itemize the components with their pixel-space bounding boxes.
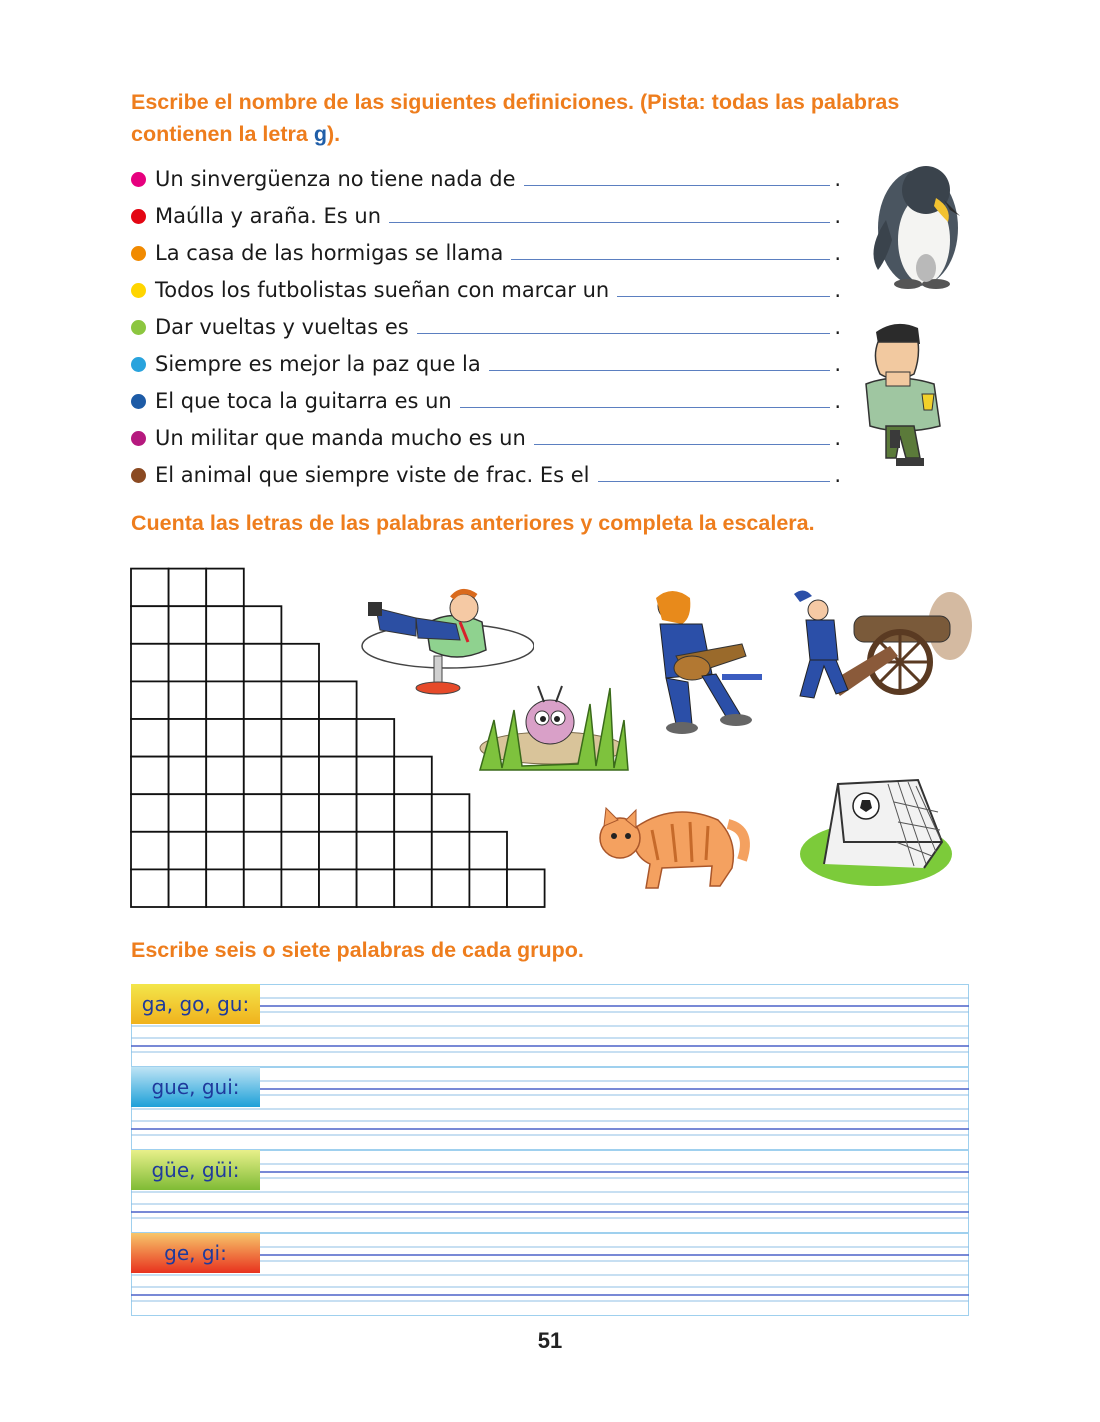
- instruction-staircase: Cuenta las letras de las palabras anteriores y completa la escalera.: [131, 511, 815, 535]
- line-end-period: .: [834, 426, 841, 450]
- answer-blank[interactable]: [511, 258, 830, 260]
- definition-item: [131, 341, 841, 378]
- staircase-cell[interactable]: [131, 644, 169, 682]
- staircase-cell[interactable]: [206, 832, 244, 870]
- group-label: gue, gui:: [151, 1075, 240, 1099]
- instruction-definitions: [131, 86, 991, 150]
- definition-item: [131, 193, 841, 230]
- staircase-cell[interactable]: [131, 794, 169, 832]
- staircase-cell[interactable]: [206, 569, 244, 607]
- staircase-cell[interactable]: [432, 869, 470, 907]
- staircase-cell[interactable]: [131, 681, 169, 719]
- staircase-cell[interactable]: [244, 644, 282, 682]
- staircase-cell[interactable]: [169, 569, 207, 607]
- group-label-tag: [131, 1150, 260, 1190]
- cannon-soldier-illustration: [790, 586, 976, 708]
- bullet-dot: [131, 357, 146, 372]
- definition-text: Dar vueltas y vueltas es: [155, 315, 409, 339]
- staircase-cell[interactable]: [507, 869, 545, 907]
- answer-blank[interactable]: [534, 443, 831, 445]
- definition-text: Todos los futbolistas sueñan con marcar un: [155, 278, 610, 302]
- staircase-cell[interactable]: [169, 794, 207, 832]
- group-label: güe, güi:: [151, 1158, 240, 1182]
- staircase-cell[interactable]: [281, 681, 319, 719]
- staircase-cell[interactable]: [206, 681, 244, 719]
- staircase-cell[interactable]: [357, 794, 395, 832]
- staircase-cell[interactable]: [244, 832, 282, 870]
- staircase-cell[interactable]: [244, 757, 282, 795]
- staircase-cell[interactable]: [319, 794, 357, 832]
- staircase-cell[interactable]: [131, 569, 169, 607]
- definition-item: [131, 415, 841, 452]
- bullet-dot: [131, 209, 146, 224]
- word-group: [131, 984, 969, 1067]
- staircase-cell[interactable]: [281, 794, 319, 832]
- staircase-cell[interactable]: [319, 681, 357, 719]
- staircase-cell[interactable]: [281, 757, 319, 795]
- answer-blank[interactable]: [489, 369, 831, 371]
- staircase-cell[interactable]: [244, 606, 282, 644]
- bullet-dot: [131, 246, 146, 261]
- staircase-cell[interactable]: [244, 681, 282, 719]
- staircase-cell[interactable]: [319, 869, 357, 907]
- group-label-tag: [131, 1067, 260, 1107]
- staircase-cell[interactable]: [206, 869, 244, 907]
- answer-blank[interactable]: [617, 295, 830, 297]
- definition-text: El que toca la guitarra es un: [155, 389, 452, 413]
- definition-item: [131, 304, 841, 341]
- bullet-dot: [131, 431, 146, 446]
- line-end-period: .: [834, 352, 841, 376]
- staircase-cell[interactable]: [281, 869, 319, 907]
- answer-blank[interactable]: [417, 332, 831, 334]
- staircase-cell[interactable]: [244, 869, 282, 907]
- bullet-dot: [131, 468, 146, 483]
- guitarist-illustration: [632, 584, 770, 742]
- definition-item: [131, 267, 841, 304]
- staircase-cell[interactable]: [131, 832, 169, 870]
- staircase-cell[interactable]: [169, 719, 207, 757]
- staircase-cell[interactable]: [169, 832, 207, 870]
- word-groups: [131, 984, 969, 1316]
- cat-illustration: [592, 790, 758, 896]
- bullet-dot: [131, 283, 146, 298]
- staircase-cell[interactable]: [357, 832, 395, 870]
- staircase-cell[interactable]: [281, 644, 319, 682]
- definition-item: [131, 156, 841, 193]
- word-group: [131, 1233, 969, 1316]
- group-label-tag: [131, 1233, 260, 1273]
- staircase-cell[interactable]: [131, 757, 169, 795]
- definition-text: La casa de las hormigas se llama: [155, 241, 504, 265]
- answer-blank[interactable]: [389, 221, 830, 223]
- staircase-cell[interactable]: [206, 606, 244, 644]
- definitions-list: [131, 156, 841, 489]
- definition-text: Maúlla y araña. Es un: [155, 204, 382, 228]
- staircase-cell[interactable]: [131, 869, 169, 907]
- staircase-cell[interactable]: [169, 606, 207, 644]
- line-end-period: .: [834, 167, 841, 191]
- definition-text: Un sinvergüenza no tiene nada de: [155, 167, 516, 191]
- bullet-dot: [131, 394, 146, 409]
- staircase-cell[interactable]: [357, 869, 395, 907]
- staircase-cell[interactable]: [206, 757, 244, 795]
- page-number: 51: [537, 1328, 563, 1353]
- staircase-cell[interactable]: [206, 719, 244, 757]
- instruction-letter-g: g: [313, 122, 327, 146]
- line-end-period: .: [834, 278, 841, 302]
- definition-text: Siempre es mejor la paz que la: [155, 352, 481, 376]
- instruction-word-groups: Escribe seis o siete palabras de cada grupo.: [131, 938, 584, 962]
- staircase-cell[interactable]: [432, 794, 470, 832]
- staircase-cell[interactable]: [206, 794, 244, 832]
- staircase-cell[interactable]: [432, 832, 470, 870]
- definition-item: [131, 452, 841, 489]
- soccer-goal-illustration: [798, 772, 954, 890]
- staircase-cell[interactable]: [357, 757, 395, 795]
- staircase-cell[interactable]: [169, 644, 207, 682]
- staircase-cell[interactable]: [281, 719, 319, 757]
- group-label: ge, gi:: [164, 1241, 227, 1265]
- definition-item: [131, 230, 841, 267]
- line-end-period: .: [834, 389, 841, 413]
- line-end-period: .: [834, 315, 841, 339]
- staircase-cell[interactable]: [244, 719, 282, 757]
- bullet-dot: [131, 320, 146, 335]
- staircase-cell[interactable]: [394, 757, 432, 795]
- line-end-period: .: [834, 463, 841, 487]
- staircase-cell[interactable]: [169, 681, 207, 719]
- staircase-cell[interactable]: [469, 832, 507, 870]
- answer-blank[interactable]: [598, 480, 831, 482]
- definition-text: El animal que siempre viste de frac. Es el: [155, 463, 590, 487]
- staircase-cell[interactable]: [394, 794, 432, 832]
- staircase-cell[interactable]: [469, 869, 507, 907]
- staircase-cell[interactable]: [319, 757, 357, 795]
- staircase-cell[interactable]: [169, 869, 207, 907]
- word-group: [131, 1150, 969, 1233]
- anthill-bug-illustration: [474, 680, 634, 774]
- group-label-tag: [131, 984, 260, 1024]
- military-man-illustration: [856, 318, 948, 474]
- instruction-text-2: ).: [326, 122, 341, 146]
- group-label: ga, go, gu:: [141, 992, 250, 1016]
- staircase-cell[interactable]: [131, 606, 169, 644]
- line-end-period: .: [834, 204, 841, 228]
- staircase-cell[interactable]: [394, 869, 432, 907]
- definition-item: [131, 378, 841, 415]
- staircase-cell[interactable]: [206, 644, 244, 682]
- staircase-cell[interactable]: [319, 719, 357, 757]
- word-group: [131, 1067, 969, 1150]
- line-end-period: .: [834, 241, 841, 265]
- staircase-cell[interactable]: [169, 757, 207, 795]
- penguin-illustration: [856, 160, 986, 292]
- staircase-cell[interactable]: [357, 719, 395, 757]
- bullet-dot: [131, 172, 146, 187]
- answer-blank[interactable]: [460, 406, 831, 408]
- staircase-cell[interactable]: [319, 832, 357, 870]
- staircase-cell[interactable]: [394, 832, 432, 870]
- answer-blank[interactable]: [524, 184, 831, 186]
- instruction-text-1: Escribe el nombre de las siguientes definiciones. (Pista: todas las palabras contienen la letra: [131, 90, 900, 146]
- staircase-cell[interactable]: [281, 832, 319, 870]
- staircase-cell[interactable]: [131, 719, 169, 757]
- staircase-cell[interactable]: [244, 794, 282, 832]
- definition-text: Un militar que manda mucho es un: [155, 426, 526, 450]
